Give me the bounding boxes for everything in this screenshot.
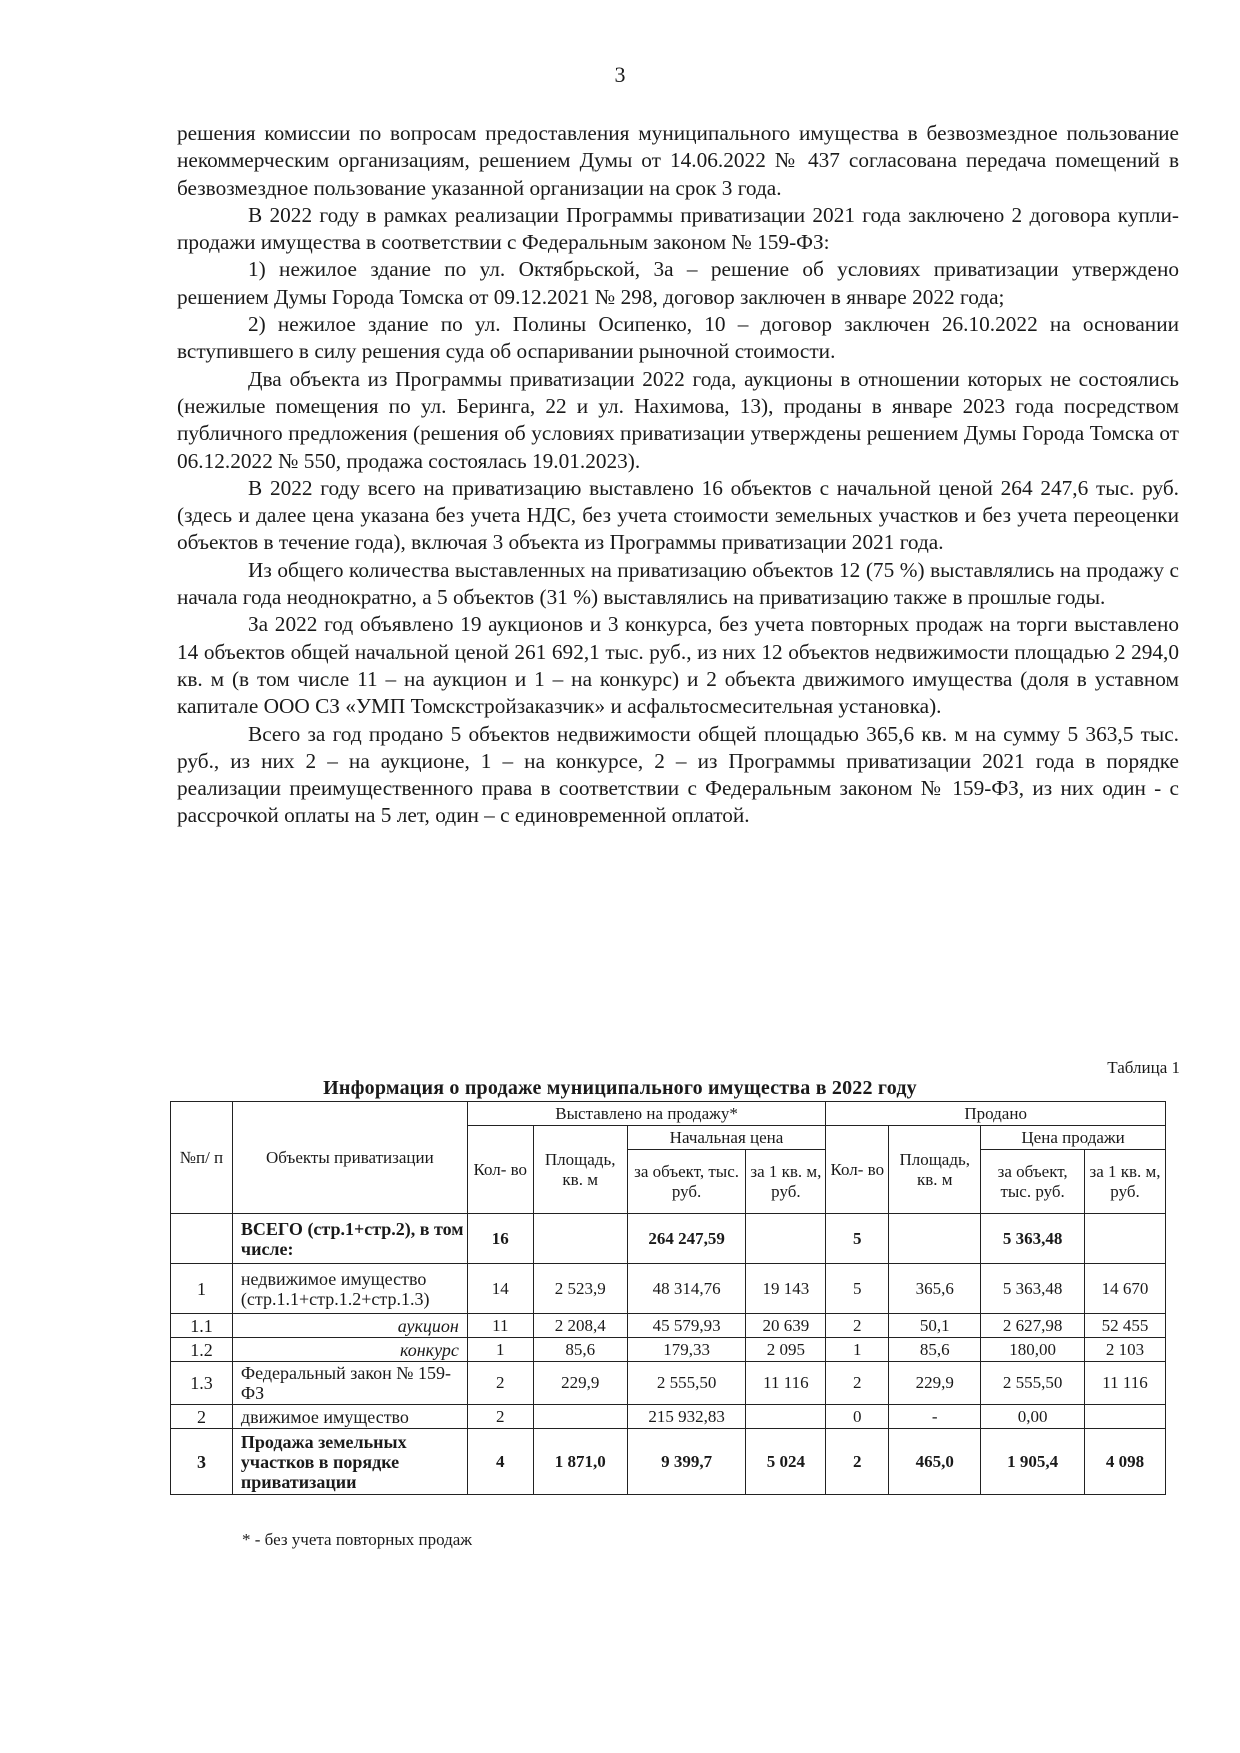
row-name: недвижимое имущество (стр.1.1+стр.1.2+стр.1.3): [232, 1264, 467, 1314]
cell-offered-area: 1 871,0: [533, 1429, 627, 1495]
cell-sold-count: 5: [826, 1214, 889, 1264]
cell-sold-price: 5 363,48: [981, 1264, 1085, 1314]
cell-offered-price: 179,33: [627, 1338, 746, 1362]
table-row: [171, 1405, 1166, 1429]
cell-offered-area: [533, 1405, 627, 1429]
cell-offered-price: 215 932,83: [627, 1405, 746, 1429]
cell-offered-per-sqm: [746, 1405, 826, 1429]
cell-sold-count: 5: [826, 1264, 889, 1314]
cell-sold-price: 1 905,4: [981, 1429, 1085, 1495]
header-sold-per-sqm: за 1 кв. м, руб.: [1085, 1150, 1166, 1214]
cell-offered-per-sqm: 20 639: [746, 1314, 826, 1338]
header-sold-area: Площадь, кв. м: [889, 1126, 981, 1214]
table-row: [171, 1214, 1166, 1264]
cell-offered-price: 2 555,50: [627, 1362, 746, 1405]
cell-sold-area: [889, 1214, 981, 1264]
header-objects: Объекты приватизации: [232, 1102, 467, 1214]
paragraph: В 2022 году в рамках реализации Программы приватизации 2021 года заключено 2 договора купли-продажи имущества в соответствии с Федеральным законом № 159-ФЗ:: [177, 202, 1179, 255]
cell-offered-count: 2: [467, 1362, 533, 1405]
cell-offered-count: 2: [467, 1405, 533, 1429]
cell-sold-price: 2 555,50: [981, 1362, 1085, 1405]
cell-offered-per-sqm: 11 116: [746, 1362, 826, 1405]
row-name: ВСЕГО (стр.1+стр.2), в том числе:: [232, 1214, 467, 1264]
cell-offered-area: 229,9: [533, 1362, 627, 1405]
cell-offered-per-sqm: 5 024: [746, 1429, 826, 1495]
header-offered-per-object: за объект, тыс. руб.: [627, 1150, 746, 1214]
cell-offered-per-sqm: 19 143: [746, 1264, 826, 1314]
body-text: [177, 120, 1179, 830]
header-sold-per-object: за объект, тыс. руб.: [981, 1150, 1085, 1214]
header-offered: Выставлено на продажу*: [467, 1102, 826, 1126]
cell-offered-area: 2 208,4: [533, 1314, 627, 1338]
header-start-price: Начальная цена: [627, 1126, 826, 1150]
cell-offered-area: 85,6: [533, 1338, 627, 1362]
paragraph: Всего за год продано 5 объектов недвижимости общей площадью 365,6 кв. м на сумму 5 363,5 тыс. руб., из них 2 – на аукционе, 1 – на конкурсе, 2 – из Программы приватизации 2021 года в порядке реализации преимущественного права в соответствии с Федеральным законом № 159-ФЗ, из них один - с рассрочкой оплаты на 5 лет, один – с единовременной оплатой.: [177, 721, 1179, 828]
row-name: конкурс: [232, 1338, 467, 1362]
paragraph: За 2022 год объявлено 19 аукционов и 3 конкурса, без учета повторных продаж на торги выставлено 14 объектов общей начальной ценой 261 692,1 тыс. руб., из них 12 объектов недвижимости площадью 2 294,0 кв. м (в том числе 11 – на аукцион и 1 – на конкурс) и 2 объекта движимого имущества (доля в уставном капитале ООО СЗ «УМП Томскстройзаказчик» и асфальтосмесительная установка).: [177, 612, 1179, 719]
table-footnote: * - без учета повторных продаж: [242, 1530, 473, 1549]
cell-offered-per-sqm: 2 095: [746, 1338, 826, 1362]
cell-sold-price: 5 363,48: [981, 1214, 1085, 1264]
row-number: 1.2: [171, 1338, 233, 1362]
cell-offered-area: [533, 1214, 627, 1264]
cell-sold-area: -: [889, 1405, 981, 1429]
cell-sold-per-sqm: 2 103: [1085, 1338, 1166, 1362]
table-title: Информация о продаже муниципального имущества в 2022 году: [323, 1077, 917, 1099]
cell-offered-price: 9 399,7: [627, 1429, 746, 1495]
paragraph: 1) нежилое здание по ул. Октябрьской, 3а – решение об условиях приватизации утверждено решением Думы Города Томска от 09.12.2021 № 298, договор заключен в январе 2022 года;: [177, 257, 1179, 309]
cell-offered-count: 1: [467, 1338, 533, 1362]
table-row: [171, 1314, 1166, 1338]
table-row: [171, 1338, 1166, 1362]
table-row: [171, 1264, 1166, 1314]
cell-sold-per-sqm: 11 116: [1085, 1362, 1166, 1405]
cell-sold-per-sqm: 14 670: [1085, 1264, 1166, 1314]
header-offered-count: Кол- во: [467, 1126, 533, 1214]
cell-sold-count: 2: [826, 1314, 889, 1338]
row-number: 2: [171, 1405, 233, 1429]
header-num: №п/ п: [171, 1102, 233, 1214]
row-number: 3: [171, 1429, 233, 1495]
sales-table: [170, 1101, 1166, 1495]
row-name: Продажа земельных участков в порядке приватизации: [232, 1429, 467, 1495]
cell-offered-price: 264 247,59: [627, 1214, 746, 1264]
table-label: Таблица 1: [1107, 1058, 1180, 1077]
row-number: 1.3: [171, 1362, 233, 1405]
cell-sold-area: 465,0: [889, 1429, 981, 1495]
header-offered-area: Площадь, кв. м: [533, 1126, 627, 1214]
paragraph: решения комиссии по вопросам предоставления муниципального имущества в безвозмездное пользование некоммерческим организациям, решением Думы от 14.06.2022 № 437 согласована передача помещений в безвозмездное пользование указанной организации на срок 3 года.: [177, 121, 1179, 200]
cell-sold-price: 2 627,98: [981, 1314, 1085, 1338]
paragraph: Два объекта из Программы приватизации 2022 года, аукционы в отношении которых не состоялись (нежилые помещения по ул. Беринга, 22 и ул. Нахимова, 13), проданы в январе 2023 года посредством публичного предложения (решения об условиях приватизации утверждены решением Думы Города Томска от 06.12.2022 № 550, продажа состоялась 19.01.2023).: [177, 366, 1179, 473]
cell-sold-price: 0,00: [981, 1405, 1085, 1429]
cell-sold-area: 85,6: [889, 1338, 981, 1362]
cell-offered-price: 48 314,76: [627, 1264, 746, 1314]
header-sale-price: Цена продажи: [981, 1126, 1166, 1150]
header-sold: Продано: [826, 1102, 1166, 1126]
cell-offered-count: 14: [467, 1264, 533, 1314]
header-offered-per-sqm: за 1 кв. м, руб.: [746, 1150, 826, 1214]
cell-offered-area: 2 523,9: [533, 1264, 627, 1314]
header-sold-count: Кол- во: [826, 1126, 889, 1214]
row-number: 1.1: [171, 1314, 233, 1338]
cell-sold-area: 50,1: [889, 1314, 981, 1338]
cell-sold-per-sqm: [1085, 1405, 1166, 1429]
cell-sold-per-sqm: [1085, 1214, 1166, 1264]
row-name: Федеральный закон № 159-ФЗ: [232, 1362, 467, 1405]
cell-offered-per-sqm: [746, 1214, 826, 1264]
page-number: 3: [614, 62, 626, 87]
paragraph: 2) нежилое здание по ул. Полины Осипенко, 10 – договор заключен 26.10.2022 на основании вступившего в силу решения суда об оспаривании рыночной стоимости.: [177, 312, 1179, 364]
cell-sold-price: 180,00: [981, 1338, 1085, 1362]
table-row: [171, 1429, 1166, 1495]
cell-sold-per-sqm: 4 098: [1085, 1429, 1166, 1495]
row-number: [171, 1214, 233, 1264]
paragraph: Из общего количества выставленных на приватизацию объектов 12 (75 %) выставлялись на продажу с начала года неоднократно, а 5 объектов (31 %) выставлялись на приватизацию также в прошлые годы.: [177, 557, 1179, 610]
cell-offered-count: 11: [467, 1314, 533, 1338]
cell-offered-price: 45 579,93: [627, 1314, 746, 1338]
row-number: 1: [171, 1264, 233, 1314]
table-row: [171, 1362, 1166, 1405]
row-name: движимое имущество: [232, 1405, 467, 1429]
cell-offered-count: 4: [467, 1429, 533, 1495]
paragraph: В 2022 году всего на приватизацию выставлено 16 объектов с начальной ценой 264 247,6 тыс. руб. (здесь и далее цена указана без учета НДС, без учета стоимости земельных участков и без учета переоценки объектов в течение года), включая 3 объекта из Программы приватизации 2021 года.: [177, 475, 1179, 555]
cell-sold-count: 0: [826, 1405, 889, 1429]
row-name: аукцион: [232, 1314, 467, 1338]
cell-sold-area: 365,6: [889, 1264, 981, 1314]
cell-sold-count: 2: [826, 1429, 889, 1495]
cell-offered-count: 16: [467, 1214, 533, 1264]
cell-sold-per-sqm: 52 455: [1085, 1314, 1166, 1338]
cell-sold-area: 229,9: [889, 1362, 981, 1405]
cell-sold-count: 1: [826, 1338, 889, 1362]
cell-sold-count: 2: [826, 1362, 889, 1405]
